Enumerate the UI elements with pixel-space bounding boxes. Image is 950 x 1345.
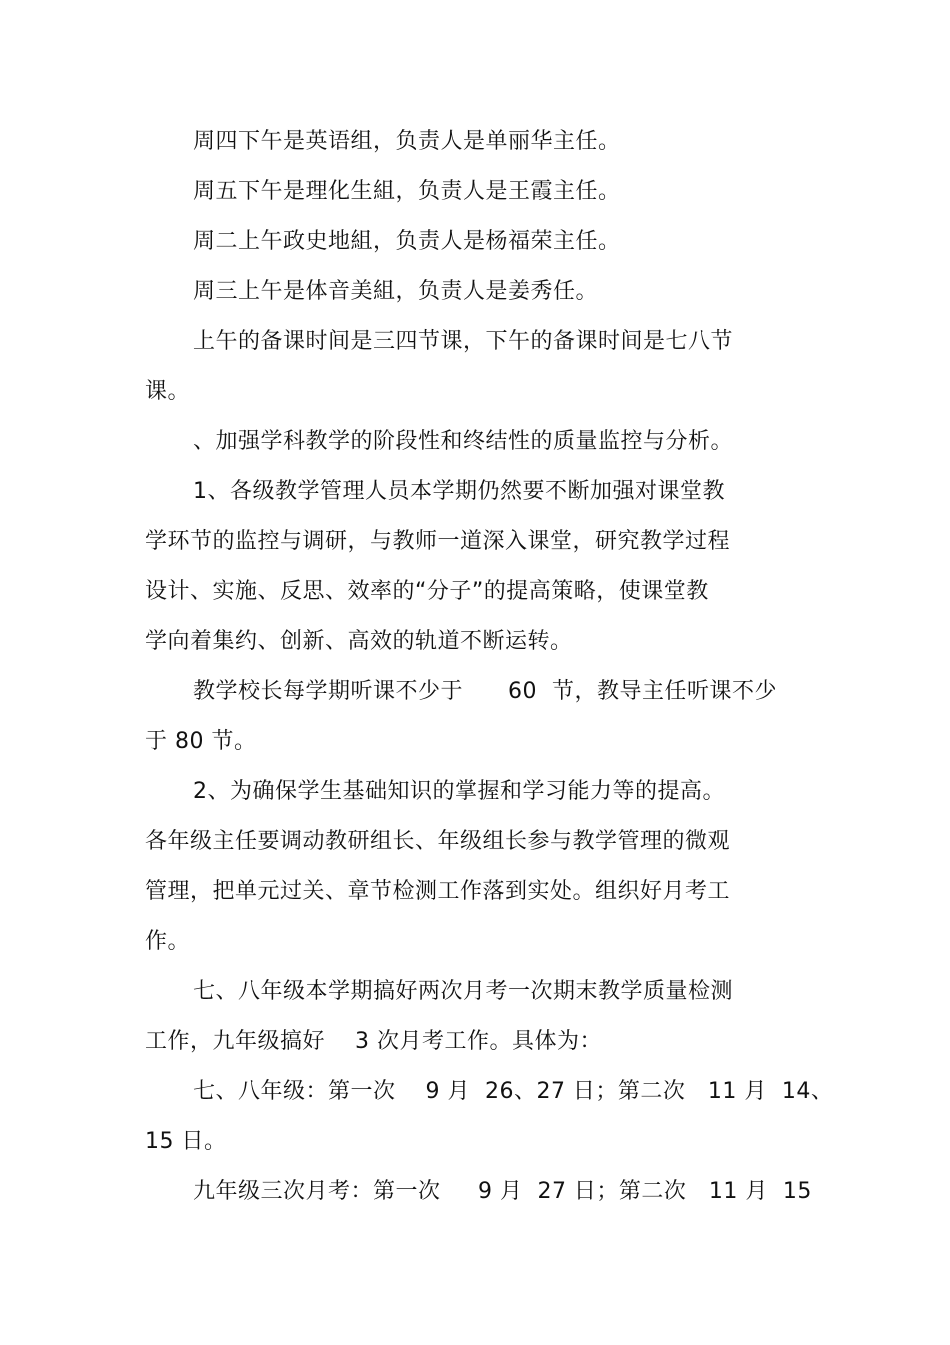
text-line: 周二上午政史地組，负责人是杨福荣主任。 (193, 229, 621, 254)
text-line: 九年级三次月考：第一次 9 月 27 日；第二次 11 月 15 (193, 1179, 812, 1204)
text-line: 1、各级教学管理人员本学期仍然要不断加强对课堂教 (193, 479, 725, 504)
text-line: 于 80 节。 (145, 729, 257, 754)
text-line: 周四下午是英语组，负责人是单丽华主任。 (193, 129, 621, 154)
text-line: 周三上午是体音美組，负责人是姜秀任。 (193, 279, 599, 304)
text-line: 学环节的监控与调研，与教师一道深入课堂，研究教学过程 (145, 529, 731, 554)
text-line: 教学校长每学期听课不少于 60 节，教导主任听课不少 (193, 679, 777, 704)
text-line: 七、八年级：第一次 9 月 26、27 日；第二次 11 月 14、 (193, 1079, 834, 1104)
text-line: 上午的备课时间是三四节课，下午的备课时间是七八节 (193, 329, 734, 354)
text-line: 各年级主任要调动教研组长、年级组长参与教学管理的微观 (145, 829, 731, 854)
text-line: 七、八年级本学期搞好两次月考一次期末教学质量检测 (193, 979, 734, 1004)
text-line: 作。 (145, 929, 191, 954)
text-line: 管理，把单元过关、章节检测工作落到实处。组织好月考工 (145, 879, 731, 904)
text-line: 工作，九年级搞好 3 次月考工作。具体为： (145, 1029, 602, 1054)
text-line: 周五下午是理化生組，负责人是王霞主任。 (193, 179, 621, 204)
text-line: 、加强学科教学的阶段性和终结性的质量监控与分析。 (193, 429, 734, 454)
text-line: 课。 (145, 379, 191, 404)
text-line: 2、为确保学生基础知识的掌握和学习能力等的提高。 (193, 779, 725, 804)
text-line: 学向着集约、创新、高效的轨道不断运转。 (145, 629, 573, 654)
text-line: 15 日。 (145, 1129, 227, 1154)
text-line: 设计、实施、反思、效率的“分子”的提高策略，使课堂教 (145, 579, 709, 604)
